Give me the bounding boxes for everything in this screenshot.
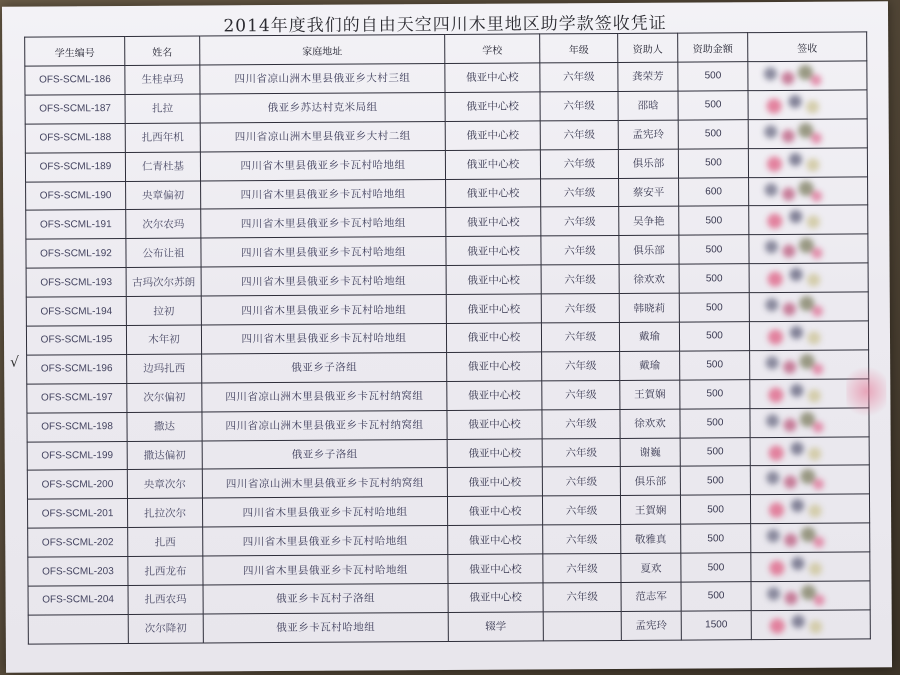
signature-cell [749, 263, 868, 293]
student-id-cell: OFS-SCML-195 [26, 325, 126, 355]
grade-cell: 六年级 [541, 236, 619, 265]
school-cell: 俄亚中心校 [448, 525, 543, 554]
blurred-signature [757, 209, 827, 231]
amount-cell: 500 [680, 351, 750, 380]
blurred-signature [758, 325, 828, 347]
signature-cell [750, 437, 869, 467]
home-address-cell: 俄亚乡卡瓦村哈地组 [203, 612, 448, 642]
signature-cell [751, 523, 870, 553]
school-cell: 俄亚中心校 [447, 467, 542, 496]
school-cell: 俄亚中心校 [445, 92, 540, 121]
amount-cell: 500 [678, 91, 748, 120]
grade-cell: 六年级 [543, 554, 621, 583]
school-cell: 辍学 [448, 612, 543, 641]
blurred-signature [759, 556, 829, 578]
amount-cell: 500 [681, 524, 751, 553]
student-name-cell: 扎西农玛 [128, 585, 203, 614]
blurred-signature [759, 469, 829, 491]
column-header: 签收 [748, 32, 867, 62]
student-name-cell: 央章偏初 [126, 181, 201, 210]
column-header: 家庭地址 [200, 35, 445, 65]
column-header: 年级 [540, 33, 618, 62]
student-id-cell: OFS-SCML-188 [25, 123, 125, 153]
grade-cell: 六年级 [543, 582, 621, 611]
blurred-signature [757, 238, 827, 260]
grade-cell: 六年级 [540, 120, 618, 149]
blurred-signature [757, 151, 827, 173]
blurred-signature [757, 122, 827, 144]
student-name-cell: 生桂卓玛 [125, 65, 200, 94]
amount-cell: 500 [680, 437, 750, 466]
student-name-cell: 次尔降初 [128, 614, 203, 643]
student-name-cell: 扎拉次尔 [127, 498, 202, 527]
blurred-signature [758, 411, 828, 433]
grade-cell: 六年级 [540, 149, 618, 178]
signature-cell [748, 148, 867, 178]
signature-cell [749, 234, 868, 264]
student-id-cell [28, 614, 128, 644]
blurred-signature [758, 382, 828, 404]
student-name-cell: 古玛次尔苏朗 [126, 267, 201, 296]
sponsor-cell: 范志军 [621, 582, 681, 611]
student-id-cell: OFS-SCML-187 [25, 94, 125, 124]
grade-cell: 六年级 [541, 322, 619, 351]
sponsor-cell: 戴瑜 [620, 351, 680, 380]
sponsor-cell: 吴争艳 [619, 207, 679, 236]
student-id-cell: OFS-SCML-192 [26, 239, 126, 269]
grade-cell: 六年级 [542, 409, 620, 438]
home-address-cell: 四川省木里县俄亚乡卡瓦村哈地组 [201, 266, 446, 296]
blurred-signature [756, 65, 826, 87]
home-address-cell: 俄亚乡子洛组 [202, 352, 447, 382]
grade-cell: 六年级 [541, 178, 619, 207]
sponsor-cell: 孟宪玲 [621, 611, 681, 640]
student-name-cell: 扎西年机 [125, 123, 200, 152]
amount-cell: 500 [680, 495, 750, 524]
grade-cell: 六年级 [540, 62, 618, 91]
grade-cell: 六年级 [541, 294, 619, 323]
home-address-cell: 四川省凉山洲木里县俄亚乡卡瓦村纳窝组 [202, 381, 447, 411]
signature-cell [749, 292, 868, 322]
student-name-cell: 撒达 [127, 412, 202, 441]
sponsor-cell: 孟宪玲 [618, 120, 678, 149]
student-id-cell: OFS-SCML-199 [27, 441, 127, 471]
home-address-cell: 俄亚乡卡瓦村子洛组 [203, 584, 448, 614]
sponsor-cell: 敬雅真 [621, 524, 681, 553]
student-name-cell: 扎西龙布 [128, 556, 203, 585]
student-name-cell: 边玛扎西 [127, 354, 202, 383]
blurred-signature [760, 585, 830, 607]
sponsor-cell: 俱乐部 [619, 235, 679, 264]
grade-cell [543, 611, 621, 640]
amount-cell: 500 [679, 235, 749, 264]
student-id-cell: OFS-SCML-201 [27, 499, 127, 529]
amount-cell: 500 [679, 264, 749, 293]
school-cell: 俄亚中心校 [446, 323, 541, 352]
grade-cell: 六年级 [542, 496, 620, 525]
column-header: 资助人 [618, 33, 678, 62]
table-body [25, 61, 871, 644]
amount-cell: 600 [679, 177, 749, 206]
home-address-cell: 四川省凉山洲木里县俄亚乡卡瓦村纳窝组 [202, 468, 447, 498]
student-name-cell: 扎西 [128, 527, 203, 556]
sponsor-cell: 俱乐部 [620, 467, 680, 496]
signature-cell [751, 610, 870, 640]
home-address-cell: 四川省木里县俄亚乡卡瓦村哈地组 [203, 526, 448, 556]
student-name-cell: 公布让祖 [126, 238, 201, 267]
student-id-cell: OFS-SCML-194 [26, 297, 126, 327]
sponsor-cell: 韩晓莉 [619, 293, 679, 322]
amount-cell: 500 [678, 119, 748, 148]
signature-cell [749, 205, 868, 235]
school-cell: 俄亚中心校 [445, 121, 540, 150]
blurred-signature [758, 296, 828, 318]
student-id-cell: OFS-SCML-190 [26, 181, 126, 211]
home-address-cell: 四川省木里县俄亚乡卡瓦村哈地组 [201, 179, 446, 209]
paper-sheet [2, 1, 892, 672]
school-cell: 俄亚中心校 [446, 178, 541, 207]
home-address-cell: 四川省凉山洲木里县俄亚乡卡瓦村纳窝组 [202, 410, 447, 440]
school-cell: 俄亚中心校 [446, 236, 541, 265]
grade-cell: 六年级 [542, 467, 620, 496]
signature-cell [749, 176, 868, 206]
school-cell: 俄亚中心校 [447, 352, 542, 381]
sponsor-cell: 蔡安平 [619, 178, 679, 207]
signature-cell [748, 90, 867, 120]
home-address-cell: 四川省木里县俄亚乡卡瓦村哈地组 [201, 237, 446, 267]
home-address-cell: 四川省凉山洲木里县俄亚乡大村二组 [200, 121, 445, 151]
blurred-signature [759, 527, 829, 549]
sponsor-cell: 龚荣芳 [618, 62, 678, 91]
sponsor-cell: 王賀娴 [620, 380, 680, 409]
home-address-cell: 四川省木里县俄亚乡卡瓦村哈地组 [202, 497, 447, 527]
student-id-cell: OFS-SCML-197 [27, 383, 127, 413]
check-mark: √ [10, 354, 20, 371]
grade-cell: 六年级 [540, 91, 618, 120]
amount-cell: 500 [678, 148, 748, 177]
signature-cell [748, 61, 867, 91]
table-row [28, 610, 870, 644]
school-cell: 俄亚中心校 [447, 496, 542, 525]
student-name-cell: 扎拉 [125, 94, 200, 123]
amount-cell: 500 [680, 466, 750, 495]
grade-cell: 六年级 [543, 525, 621, 554]
school-cell: 俄亚中心校 [447, 438, 542, 467]
signature-cell [750, 494, 869, 524]
amount-cell: 1500 [681, 611, 751, 640]
grade-cell: 六年级 [541, 207, 619, 236]
school-cell: 俄亚中心校 [446, 294, 541, 323]
student-name-cell: 木年初 [126, 325, 201, 354]
student-id-cell: OFS-SCML-202 [28, 528, 128, 558]
signature-cell [748, 119, 867, 149]
home-address-cell: 四川省凉山洲木里县俄亚乡大村三组 [200, 64, 445, 94]
grade-cell: 六年级 [541, 265, 619, 294]
home-address-cell: 四川省木里县俄亚乡卡瓦村哈地组 [203, 555, 448, 585]
grade-cell: 六年级 [542, 351, 620, 380]
home-address-cell: 四川省木里县俄亚乡卡瓦村哈地组 [201, 295, 446, 325]
sponsor-cell: 俱乐部 [618, 149, 678, 178]
sponsor-cell: 徐欢欢 [620, 409, 680, 438]
home-address-cell: 俄亚乡苏达村克米局组 [200, 92, 445, 122]
home-address-cell: 四川省木里县俄亚乡卡瓦村哈地组 [200, 150, 445, 180]
blurred-signature [759, 440, 829, 462]
column-header: 学校 [445, 34, 540, 64]
amount-cell: 500 [679, 322, 749, 351]
sponsor-cell: 王賀娴 [620, 495, 680, 524]
blurred-signature [757, 180, 827, 202]
student-name-cell: 拉初 [126, 296, 201, 325]
student-id-cell: OFS-SCML-189 [25, 152, 125, 182]
sponsor-cell: 谢巍 [620, 438, 680, 467]
student-id-cell: OFS-SCML-204 [28, 585, 128, 615]
column-header: 姓名 [125, 36, 200, 65]
school-cell: 俄亚中心校 [446, 265, 541, 294]
student-id-cell: OFS-SCML-186 [25, 65, 125, 95]
school-cell: 俄亚中心校 [447, 410, 542, 439]
student-id-cell: OFS-SCML-191 [26, 210, 126, 240]
amount-cell: 500 [678, 62, 748, 91]
sponsor-cell: 徐欢欢 [619, 264, 679, 293]
student-id-cell: OFS-SCML-193 [26, 268, 126, 298]
school-cell: 俄亚中心校 [445, 63, 540, 92]
blurred-signature [759, 498, 829, 520]
blurred-signature [760, 614, 830, 636]
sponsor-cell: 戴瑜 [619, 322, 679, 351]
amount-cell: 500 [679, 293, 749, 322]
school-cell: 俄亚中心校 [448, 554, 543, 583]
signature-cell [751, 581, 870, 611]
column-header: 资助金额 [678, 33, 748, 62]
student-name-cell: 次尔偏初 [127, 383, 202, 412]
amount-cell: 500 [680, 379, 750, 408]
student-id-cell: OFS-SCML-196 [27, 354, 127, 384]
blurred-signature [758, 267, 828, 289]
amount-cell: 500 [681, 582, 751, 611]
grade-cell: 六年级 [542, 380, 620, 409]
school-cell: 俄亚中心校 [447, 381, 542, 410]
home-address-cell: 四川省木里县俄亚乡卡瓦村哈地组 [201, 208, 446, 238]
student-name-cell: 次尔农玛 [126, 209, 201, 238]
ink-stain [846, 361, 886, 421]
student-name-cell: 撒达偏初 [127, 441, 202, 470]
grade-cell: 六年级 [542, 438, 620, 467]
school-cell: 俄亚中心校 [446, 207, 541, 236]
signature-cell [751, 552, 870, 582]
student-id-cell: OFS-SCML-200 [27, 470, 127, 500]
student-name-cell: 仁青杜基 [125, 152, 200, 181]
student-id-cell: OFS-SCML-203 [28, 557, 128, 587]
amount-cell: 500 [680, 408, 750, 437]
amount-cell: 500 [679, 206, 749, 235]
amount-cell: 500 [681, 553, 751, 582]
home-address-cell: 四川省木里县俄亚乡卡瓦村哈地组 [201, 324, 446, 354]
sponsor-cell: 邵晗 [618, 91, 678, 120]
blurred-signature [758, 354, 828, 376]
student-name-cell: 央章次尔 [127, 469, 202, 498]
home-address-cell: 俄亚乡子洛组 [202, 439, 447, 469]
column-header: 学生编号 [25, 36, 125, 66]
receipt-table [24, 31, 871, 644]
school-cell: 俄亚中心校 [445, 150, 540, 179]
school-cell: 俄亚中心校 [448, 583, 543, 612]
signature-cell [750, 465, 869, 495]
document-title: 2014年度我们的自由天空四川木里地区助学款签收凭证 [223, 13, 667, 37]
signature-cell [749, 321, 868, 351]
sponsor-cell: 夏欢 [621, 553, 681, 582]
blurred-signature [757, 94, 827, 116]
student-id-cell: OFS-SCML-198 [27, 412, 127, 442]
